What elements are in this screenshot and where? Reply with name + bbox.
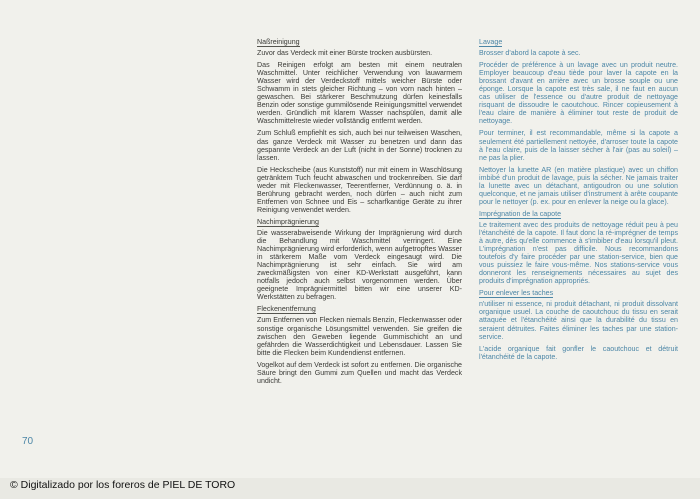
section-nachimpraegnierung <box>257 218 462 301</box>
french-column <box>479 38 678 365</box>
section-heading: Nachimprägnierung <box>257 217 319 226</box>
section-heading: Imprégnation de la capote <box>479 209 562 218</box>
paragraph: Zuvor das Verdeck mit einer Bürste trocken ausbürsten. <box>257 49 433 58</box>
section-taches <box>479 289 678 360</box>
german-column <box>257 38 462 389</box>
paragraph: Vogelkot auf dem Verdeck ist sofort zu entfernen. Die organische Säure bringt den Gummi zum Quellen und macht das Verdeck undicht. <box>257 360 462 385</box>
paragraph: Procéder de préférence à un lavage avec un produit neutre. Employer beaucoup d'eau tiède pour laver la capote en la brossant d'avant en arrière avec un brosse souple ou une éponge. Lorsque la capote est très sale, il ne faut en aucun cas utiliser de l'essence ou d'autre produit de nettoyage risquant de dissoudre le caoutchouc. Rincer copieusement à l'eau claire de manière à éliminer tout reste de produit de nettoyage. <box>479 61 678 126</box>
paragraph: Zum Entfernen von Flecken niemals Benzin, Fleckenwasser oder sonstige organische Lösungsmittel verwenden. Sie greifen die zwischen den Geweben liegende Gummischicht an und gefährden die Wasserdichtigkeit und Lebensdauer. Lassen Sie bitte die Flecken beim Kundendienst entfernen. <box>257 316 462 357</box>
paragraph: Pour terminer, il est recommandable, même si la capote a seulement été partiellement nettoyée, d'arroser toute la capote à l'eau claire, puis de la laisser sécher à l'air (pas au soleil) – ne pas la plier. <box>479 129 678 162</box>
section-heading: Pour enlever les taches <box>479 289 554 298</box>
paragraph: Le traitement avec des produits de nettoyage réduit peu à peu l'étanchéité de la capote. Il faut donc la ré-imprégner de temps à autre, dès qu'elle commence à s'imbiber d'eau lorsqu'il pleut. L'imprégnation n'est pas difficile. Nous recommandons toutefois d'y faire procéder par une station-service, bien que vous puissiez le faire vous-même. Nos stations-service vous donneront les renseignements nécessaires au sujet des produits d'imprégnation appropriés. <box>479 220 678 286</box>
footer-credit: © Digitalizado por los foreros de PIEL DE TORO <box>10 479 236 491</box>
paragraph: Nettoyer la lunette AR (en matière plastique) avec un chiffon imbibé d'un produit de lavage, puis la sécher. Ne jamais traiter la lunette avec un détachant, antigoudron ou une solution quelconque, et ne jamais utiliser d'instrument à arête coupante pour le nettoyer (p. ex. pour en enlever la neige ou la glace). <box>479 165 678 206</box>
paragraph: Das Reinigen erfolgt am besten mit einem neutralen Waschmittel. Unter reichlicher Verwendung von lauwarmem Wasser wird der Verdeckstoff mittels weicher Bürste oder Schwamm in stets gleicher Richtung – von vorn nach hinten – gewaschen. Bei stärkerer Beschmutzung dürfen keinesfalls Benzin oder sonstige gummilösende Reinigungsmittel verwendet werden. Gründlich mit klarem Wasser nachspülen, damit alle Waschmittelreste wieder vollständig entfernt werden. <box>257 61 462 126</box>
section-lavage <box>479 38 678 206</box>
paragraph: L'acide organique fait gonfler le caoutchouc et détruit l'étanchéité de la capote. <box>479 344 678 361</box>
section-heading: Naßreinigung <box>257 38 300 46</box>
section-heading: Fleckenentfernung <box>257 305 316 314</box>
paragraph: Brosser d'abord la capote à sec. <box>479 49 581 58</box>
page-number: 70 <box>22 436 34 447</box>
section-heading: Lavage <box>479 38 503 46</box>
paragraph: Die wasserabweisende Wirkung der Imprägnierung wird durch die Behandlung mit Waschmittel verringert. Eine Nachimprägnierung wird erforderlich, wenn aufgetropftes Wasser in stärkerem Maße vom Verdeck eingesaugt wird. Die Nachimprägnierung ist sehr einfach. Sie wird am zweckmäßigsten von einer KD-Werkstatt ausgeführt, kann notfalls jedoch auch selbst vorgenommen werden. Über geeignete Imprägniermittel bitten wir eine unserer KD-Werkstätten zu befragen. <box>257 228 462 302</box>
paragraph: n'utiliser ni essence, ni produit détachant, ni produit dissolvant organique usuel. La couche de caoutchouc du tissu en serait attaquée et l'étanchéité ainsi que la durabilité du tissu en seraient détruites. Faites éliminer les taches par une station-service. <box>479 300 678 341</box>
section-impregnation <box>479 210 678 285</box>
paragraph: Die Heckscheibe (aus Kunststoff) nur mit einem in Waschlösung getränktem Tuch feucht abwaschen und trockenreiben. Sie darf weder mit Fleckenwasser, Teerentferner, Verdünnung o. ä. in Berührung gebracht werden, noch dürfen – auch nicht zum Entfernen von Schnee und Eis – scharfkantige Geräte zu ihrer Reinigung verwendet werden. <box>257 165 462 214</box>
paragraph: Zum Schluß empfiehlt es sich, auch bei nur teilweisen Waschen, das ganze Verdeck mit Wasser zu benetzen und dann das gespannte Verdeck an der Luft (nicht in der Sonne) trocknen zu lassen. <box>257 129 462 162</box>
section-nassreinigung <box>257 38 462 214</box>
section-fleckenentfernung <box>257 305 462 384</box>
